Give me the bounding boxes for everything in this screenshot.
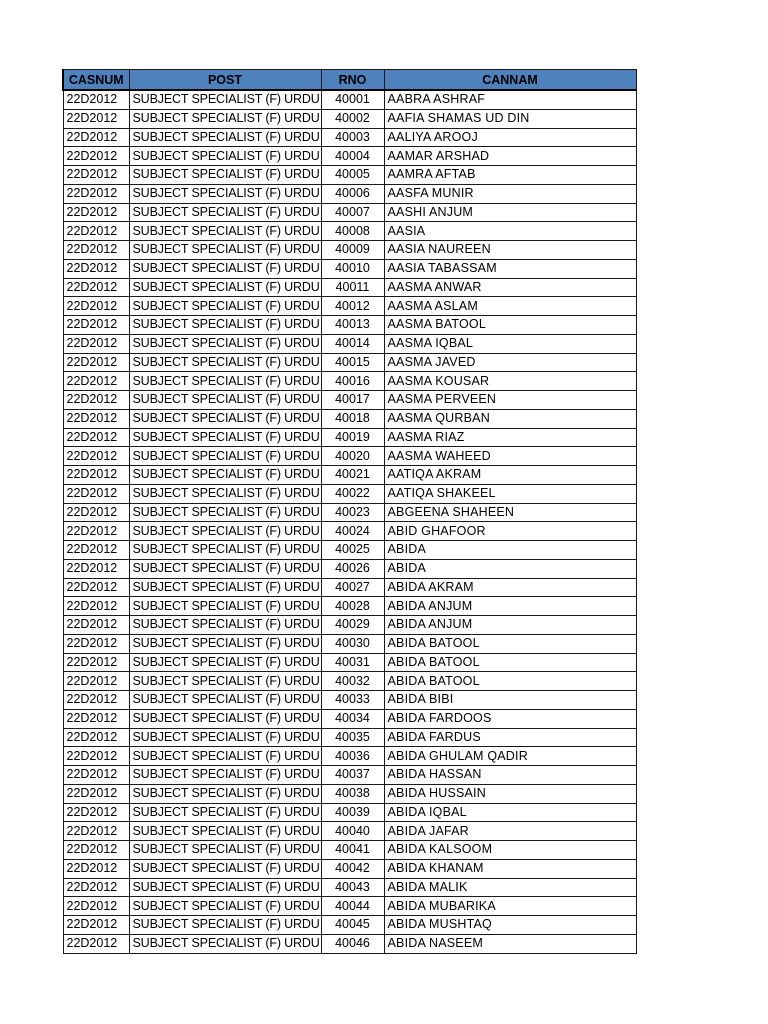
table-row: [63, 897, 636, 916]
table-row: [63, 634, 636, 653]
post-cell: SUBJECT SPECIALIST (F) URDU: [129, 691, 321, 710]
casnum-cell: 22D2012: [63, 241, 129, 260]
cannam-cell: AATIQA AKRAM: [384, 466, 636, 485]
post-cell: SUBJECT SPECIALIST (F) URDU: [129, 447, 321, 466]
rno-cell: 40020: [321, 447, 384, 466]
cannam-cell: AASMA ASLAM: [384, 297, 636, 316]
casnum-cell: 22D2012: [63, 166, 129, 185]
rno-cell: 40035: [321, 728, 384, 747]
casnum-cell: 22D2012: [63, 691, 129, 710]
rno-cell: 40012: [321, 297, 384, 316]
rno-cell: 40040: [321, 822, 384, 841]
casnum-cell: 22D2012: [63, 128, 129, 147]
casnum-cell: 22D2012: [63, 841, 129, 860]
table-row: [63, 784, 636, 803]
casnum-cell: 22D2012: [63, 391, 129, 410]
casnum-cell: 22D2012: [63, 766, 129, 785]
cannam-cell: AATIQA SHAKEEL: [384, 484, 636, 503]
post-cell: SUBJECT SPECIALIST (F) URDU: [129, 672, 321, 691]
post-cell: SUBJECT SPECIALIST (F) URDU: [129, 128, 321, 147]
table-row: [63, 803, 636, 822]
cannam-cell: ABIDA BATOOL: [384, 672, 636, 691]
table-row: [63, 578, 636, 597]
rno-cell: 40023: [321, 503, 384, 522]
table-row: [63, 128, 636, 147]
table-row: [63, 334, 636, 353]
casnum-cell: 22D2012: [63, 447, 129, 466]
rno-cell: 40039: [321, 803, 384, 822]
casnum-cell: 22D2012: [63, 634, 129, 653]
column-header-casnum: CASNUM: [63, 70, 129, 91]
casnum-cell: 22D2012: [63, 466, 129, 485]
post-cell: SUBJECT SPECIALIST (F) URDU: [129, 409, 321, 428]
table-row: [63, 653, 636, 672]
cannam-cell: AASIA TABASSAM: [384, 259, 636, 278]
post-cell: SUBJECT SPECIALIST (F) URDU: [129, 766, 321, 785]
post-cell: SUBJECT SPECIALIST (F) URDU: [129, 353, 321, 372]
post-cell: SUBJECT SPECIALIST (F) URDU: [129, 728, 321, 747]
post-cell: SUBJECT SPECIALIST (F) URDU: [129, 203, 321, 222]
post-cell: SUBJECT SPECIALIST (F) URDU: [129, 784, 321, 803]
cannam-cell: AASHI ANJUM: [384, 203, 636, 222]
casnum-cell: 22D2012: [63, 916, 129, 935]
casnum-cell: 22D2012: [63, 428, 129, 447]
table-row: [63, 484, 636, 503]
post-cell: SUBJECT SPECIALIST (F) URDU: [129, 428, 321, 447]
table-row: [63, 278, 636, 297]
rno-cell: 40043: [321, 878, 384, 897]
casnum-cell: 22D2012: [63, 578, 129, 597]
rno-cell: 40031: [321, 653, 384, 672]
post-cell: SUBJECT SPECIALIST (F) URDU: [129, 578, 321, 597]
casnum-cell: 22D2012: [63, 147, 129, 166]
table-row: [63, 541, 636, 560]
post-cell: SUBJECT SPECIALIST (F) URDU: [129, 109, 321, 128]
table-row: [63, 841, 636, 860]
casnum-cell: 22D2012: [63, 503, 129, 522]
table-row: [63, 747, 636, 766]
rno-cell: 40033: [321, 691, 384, 710]
table-row: [63, 166, 636, 185]
casnum-cell: 22D2012: [63, 822, 129, 841]
results-sheet: [62, 69, 635, 954]
rno-cell: 40015: [321, 353, 384, 372]
casnum-cell: 22D2012: [63, 222, 129, 241]
rno-cell: 40019: [321, 428, 384, 447]
cannam-cell: AASMA QURBAN: [384, 409, 636, 428]
cannam-cell: AAFIA SHAMAS UD DIN: [384, 109, 636, 128]
rno-cell: 40021: [321, 466, 384, 485]
cannam-cell: ABIDA ANJUM: [384, 597, 636, 616]
post-cell: SUBJECT SPECIALIST (F) URDU: [129, 391, 321, 410]
post-cell: SUBJECT SPECIALIST (F) URDU: [129, 803, 321, 822]
casnum-cell: 22D2012: [63, 709, 129, 728]
casnum-cell: 22D2012: [63, 934, 129, 953]
table-row: [63, 147, 636, 166]
table-row: [63, 353, 636, 372]
casnum-cell: 22D2012: [63, 372, 129, 391]
casnum-cell: 22D2012: [63, 784, 129, 803]
table-row: [63, 203, 636, 222]
post-cell: SUBJECT SPECIALIST (F) URDU: [129, 634, 321, 653]
column-header-cannam: CANNAM: [384, 70, 636, 91]
post-cell: SUBJECT SPECIALIST (F) URDU: [129, 559, 321, 578]
post-cell: SUBJECT SPECIALIST (F) URDU: [129, 747, 321, 766]
post-cell: SUBJECT SPECIALIST (F) URDU: [129, 259, 321, 278]
table-row: [63, 409, 636, 428]
rno-cell: 40024: [321, 522, 384, 541]
cannam-cell: ABIDA ANJUM: [384, 616, 636, 635]
post-cell: SUBJECT SPECIALIST (F) URDU: [129, 334, 321, 353]
rno-cell: 40032: [321, 672, 384, 691]
cannam-cell: AASMA WAHEED: [384, 447, 636, 466]
rno-cell: 40044: [321, 897, 384, 916]
post-cell: SUBJECT SPECIALIST (F) URDU: [129, 934, 321, 953]
rno-cell: 40016: [321, 372, 384, 391]
cannam-cell: ABIDA GHULAM QADIR: [384, 747, 636, 766]
rno-cell: 40034: [321, 709, 384, 728]
cannam-cell: ABIDA BATOOL: [384, 634, 636, 653]
table-row: [63, 559, 636, 578]
rno-cell: 40003: [321, 128, 384, 147]
casnum-cell: 22D2012: [63, 184, 129, 203]
casnum-cell: 22D2012: [63, 597, 129, 616]
rno-cell: 40008: [321, 222, 384, 241]
rno-cell: 40025: [321, 541, 384, 560]
rno-cell: 40018: [321, 409, 384, 428]
rno-cell: 40011: [321, 278, 384, 297]
rno-cell: 40045: [321, 916, 384, 935]
rno-cell: 40027: [321, 578, 384, 597]
post-cell: SUBJECT SPECIALIST (F) URDU: [129, 897, 321, 916]
cannam-cell: ABIDA: [384, 559, 636, 578]
cannam-cell: AASMA KOUSAR: [384, 372, 636, 391]
casnum-cell: 22D2012: [63, 297, 129, 316]
rno-cell: 40030: [321, 634, 384, 653]
cannam-cell: ABIDA HUSSAIN: [384, 784, 636, 803]
table-row: [63, 709, 636, 728]
post-cell: SUBJECT SPECIALIST (F) URDU: [129, 316, 321, 335]
table-row: [63, 672, 636, 691]
casnum-cell: 22D2012: [63, 653, 129, 672]
rno-cell: 40013: [321, 316, 384, 335]
cannam-cell: AASMA BATOOL: [384, 316, 636, 335]
casnum-cell: 22D2012: [63, 316, 129, 335]
cannam-cell: AASMA ANWAR: [384, 278, 636, 297]
casnum-cell: 22D2012: [63, 728, 129, 747]
table-row: [63, 916, 636, 935]
cannam-cell: ABIDA FARDOOS: [384, 709, 636, 728]
post-cell: SUBJECT SPECIALIST (F) URDU: [129, 503, 321, 522]
casnum-cell: 22D2012: [63, 747, 129, 766]
table-row: [63, 259, 636, 278]
post-cell: SUBJECT SPECIALIST (F) URDU: [129, 859, 321, 878]
post-cell: SUBJECT SPECIALIST (F) URDU: [129, 466, 321, 485]
rno-cell: 40004: [321, 147, 384, 166]
candidate-table: [62, 69, 637, 954]
rno-cell: 40010: [321, 259, 384, 278]
cannam-cell: ABIDA JAFAR: [384, 822, 636, 841]
rno-cell: 40006: [321, 184, 384, 203]
rno-cell: 40046: [321, 934, 384, 953]
rno-cell: 40002: [321, 109, 384, 128]
post-cell: SUBJECT SPECIALIST (F) URDU: [129, 90, 321, 109]
casnum-cell: 22D2012: [63, 278, 129, 297]
cannam-cell: AAMAR ARSHAD: [384, 147, 636, 166]
casnum-cell: 22D2012: [63, 803, 129, 822]
post-cell: SUBJECT SPECIALIST (F) URDU: [129, 916, 321, 935]
rno-cell: 40022: [321, 484, 384, 503]
post-cell: SUBJECT SPECIALIST (F) URDU: [129, 166, 321, 185]
table-row: [63, 90, 636, 109]
casnum-cell: 22D2012: [63, 353, 129, 372]
cannam-cell: ABIDA BATOOL: [384, 653, 636, 672]
casnum-cell: 22D2012: [63, 203, 129, 222]
cannam-cell: ABIDA KHANAM: [384, 859, 636, 878]
table-row: [63, 691, 636, 710]
post-cell: SUBJECT SPECIALIST (F) URDU: [129, 184, 321, 203]
table-row: [63, 109, 636, 128]
cannam-cell: ABIDA MUBARIKA: [384, 897, 636, 916]
casnum-cell: 22D2012: [63, 334, 129, 353]
table-row: [63, 428, 636, 447]
cannam-cell: ABIDA AKRAM: [384, 578, 636, 597]
rno-cell: 40009: [321, 241, 384, 260]
post-cell: SUBJECT SPECIALIST (F) URDU: [129, 297, 321, 316]
rno-cell: 40001: [321, 90, 384, 109]
table-row: [63, 241, 636, 260]
cannam-cell: AASMA PERVEEN: [384, 391, 636, 410]
header-row: [63, 70, 636, 91]
table-row: [63, 372, 636, 391]
rno-cell: 40028: [321, 597, 384, 616]
cannam-cell: AASMA IQBAL: [384, 334, 636, 353]
table-row: [63, 728, 636, 747]
cannam-cell: AALIYA AROOJ: [384, 128, 636, 147]
cannam-cell: ABIDA IQBAL: [384, 803, 636, 822]
post-cell: SUBJECT SPECIALIST (F) URDU: [129, 278, 321, 297]
post-cell: SUBJECT SPECIALIST (F) URDU: [129, 147, 321, 166]
table-row: [63, 391, 636, 410]
cannam-cell: ABIDA HASSAN: [384, 766, 636, 785]
post-cell: SUBJECT SPECIALIST (F) URDU: [129, 541, 321, 560]
cannam-cell: ABIDA KALSOOM: [384, 841, 636, 860]
cannam-cell: ABGEENA SHAHEEN: [384, 503, 636, 522]
cannam-cell: AAMRA AFTAB: [384, 166, 636, 185]
cannam-cell: AASIA: [384, 222, 636, 241]
cannam-cell: AABRA ASHRAF: [384, 90, 636, 109]
rno-cell: 40036: [321, 747, 384, 766]
casnum-cell: 22D2012: [63, 484, 129, 503]
table-row: [63, 297, 636, 316]
casnum-cell: 22D2012: [63, 541, 129, 560]
post-cell: SUBJECT SPECIALIST (F) URDU: [129, 822, 321, 841]
cannam-cell: AASFA MUNIR: [384, 184, 636, 203]
cannam-cell: ABIDA FARDUS: [384, 728, 636, 747]
casnum-cell: 22D2012: [63, 259, 129, 278]
cannam-cell: ABIDA BIBI: [384, 691, 636, 710]
post-cell: SUBJECT SPECIALIST (F) URDU: [129, 841, 321, 860]
post-cell: SUBJECT SPECIALIST (F) URDU: [129, 484, 321, 503]
rno-cell: 40042: [321, 859, 384, 878]
column-header-rno: RNO: [321, 70, 384, 91]
table-row: [63, 222, 636, 241]
table-row: [63, 522, 636, 541]
casnum-cell: 22D2012: [63, 672, 129, 691]
rno-cell: 40029: [321, 616, 384, 635]
post-cell: SUBJECT SPECIALIST (F) URDU: [129, 222, 321, 241]
rno-cell: 40037: [321, 766, 384, 785]
table-row: [63, 934, 636, 953]
table-row: [63, 503, 636, 522]
post-cell: SUBJECT SPECIALIST (F) URDU: [129, 709, 321, 728]
post-cell: SUBJECT SPECIALIST (F) URDU: [129, 597, 321, 616]
post-cell: SUBJECT SPECIALIST (F) URDU: [129, 522, 321, 541]
cannam-cell: AASMA JAVED: [384, 353, 636, 372]
casnum-cell: 22D2012: [63, 109, 129, 128]
table-row: [63, 316, 636, 335]
rno-cell: 40014: [321, 334, 384, 353]
table-row: [63, 878, 636, 897]
casnum-cell: 22D2012: [63, 409, 129, 428]
post-cell: SUBJECT SPECIALIST (F) URDU: [129, 616, 321, 635]
post-cell: SUBJECT SPECIALIST (F) URDU: [129, 372, 321, 391]
cannam-cell: AASIA NAUREEN: [384, 241, 636, 260]
rno-cell: 40038: [321, 784, 384, 803]
casnum-cell: 22D2012: [63, 897, 129, 916]
rno-cell: 40005: [321, 166, 384, 185]
casnum-cell: 22D2012: [63, 559, 129, 578]
post-cell: SUBJECT SPECIALIST (F) URDU: [129, 653, 321, 672]
rno-cell: 40017: [321, 391, 384, 410]
table-row: [63, 466, 636, 485]
column-header-post: POST: [129, 70, 321, 91]
casnum-cell: 22D2012: [63, 616, 129, 635]
table-row: [63, 766, 636, 785]
casnum-cell: 22D2012: [63, 878, 129, 897]
cannam-cell: ABID GHAFOOR: [384, 522, 636, 541]
casnum-cell: 22D2012: [63, 90, 129, 109]
casnum-cell: 22D2012: [63, 859, 129, 878]
table-row: [63, 616, 636, 635]
rno-cell: 40041: [321, 841, 384, 860]
post-cell: SUBJECT SPECIALIST (F) URDU: [129, 878, 321, 897]
cannam-cell: ABIDA MUSHTAQ: [384, 916, 636, 935]
table-body: [63, 90, 636, 953]
rno-cell: 40007: [321, 203, 384, 222]
post-cell: SUBJECT SPECIALIST (F) URDU: [129, 241, 321, 260]
cannam-cell: ABIDA: [384, 541, 636, 560]
cannam-cell: ABIDA NASEEM: [384, 934, 636, 953]
casnum-cell: 22D2012: [63, 522, 129, 541]
table-row: [63, 859, 636, 878]
table-row: [63, 184, 636, 203]
rno-cell: 40026: [321, 559, 384, 578]
cannam-cell: AASMA RIAZ: [384, 428, 636, 447]
cannam-cell: ABIDA MALIK: [384, 878, 636, 897]
table-row: [63, 597, 636, 616]
table-row: [63, 822, 636, 841]
table-row: [63, 447, 636, 466]
